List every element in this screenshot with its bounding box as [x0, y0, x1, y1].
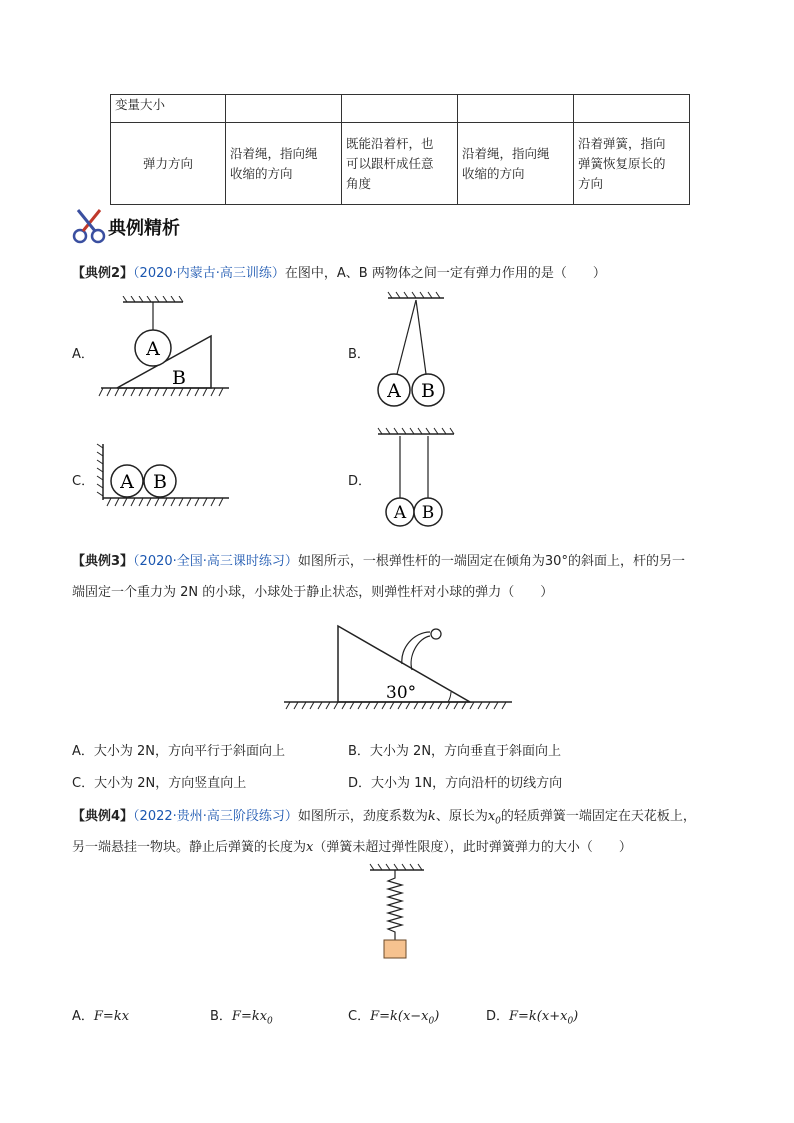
section-header: [72, 206, 212, 244]
q4-option-b: B．$F=kx_0$: [210, 1009, 273, 1027]
table-cell: [342, 95, 458, 123]
q4-option-a: A．F=kx: [72, 1009, 130, 1024]
q3-incline-figure: [280, 618, 520, 718]
svg-text:A: A: [387, 380, 401, 402]
row-label-magnitude: 变量大小: [111, 95, 226, 123]
svg-text:A: A: [120, 471, 134, 493]
q2-figure-a: [95, 296, 235, 406]
svg-text:B: B: [153, 471, 167, 493]
q2-option-a-label: A．: [72, 347, 94, 362]
question-3-stem-line1: 【典例3】（2020·全国·高三课时练习）如图所示，一根弹性杆的一端固定在倾角为30°的斜面上，杆的另一: [72, 554, 685, 569]
svg-text:B: B: [172, 367, 186, 389]
q2-option-b-label: B．: [348, 347, 370, 362]
table-cell-spring: 沿着弹簧，指向 弹簧恢复原长的 方向: [574, 123, 690, 205]
q3-option-a: A．大小为 2N，方向平行于斜面向上: [72, 744, 286, 759]
q3-option-d: D．大小为 1N，方向沿杆的切线方向: [348, 776, 563, 791]
elasticity-table: [110, 94, 690, 205]
q4-spring-figure: [364, 862, 434, 962]
q2-option-c-label: C．: [72, 474, 95, 489]
q2-figure-d: [370, 422, 470, 532]
section-title: 典例精析: [108, 218, 180, 239]
q2-figure-c: [95, 440, 235, 510]
table-cell-rope: 沿着绳，指向绳 收缩的方向: [226, 123, 342, 205]
svg-text:A: A: [393, 503, 407, 523]
svg-text:A: A: [146, 338, 160, 360]
q2-figure-b: [370, 290, 470, 415]
row-label-direction: 弹力方向: [111, 123, 226, 205]
table-cell-rope-2: 沿着绳，指向绳 收缩的方向: [458, 123, 574, 205]
q2-option-d-label: D．: [348, 474, 372, 489]
svg-text:B: B: [421, 503, 435, 523]
question-3-stem-line2: 端固定一个重力为 2N 的小球，小球处于静止状态，则弹性杆对小球的弹力（ ）: [72, 585, 554, 600]
table-cell-rod: 既能沿着杆，也 可以跟杆成任意 角度: [342, 123, 458, 205]
q3-option-c: C．大小为 2N，方向竖直向上: [72, 776, 247, 791]
question-4-stem-line2: 另一端悬挂一物块。静止后弹簧的长度为x（弹簧未超过弹性限度），此时弹簧弹力的大小（ ）: [72, 840, 632, 855]
question-2-stem: 【典例2】（2020·内蒙古·高三训练）在图中，A、B 两物体之间一定有弹力作用的是（ ）: [72, 266, 606, 281]
table-cell: [458, 95, 574, 123]
q4-option-c: C．$F=k(x-x_0)$: [348, 1009, 440, 1027]
table-cell: [574, 95, 690, 123]
q4-option-d: D．$F=k(x+x_0)$: [486, 1009, 579, 1027]
scissors-icon: [72, 206, 108, 244]
table-cell: [226, 95, 342, 123]
question-4-stem-line1: 【典例4】（2022·贵州·高三阶段练习）如图所示，劲度系数为k、原长为$x_0$的轻质弹簧一端固定在天花板上，: [72, 809, 696, 827]
svg-text:B: B: [421, 380, 435, 402]
svg-text:30°: 30°: [386, 683, 417, 703]
q3-option-b: B．大小为 2N，方向垂直于斜面向上: [348, 744, 562, 759]
